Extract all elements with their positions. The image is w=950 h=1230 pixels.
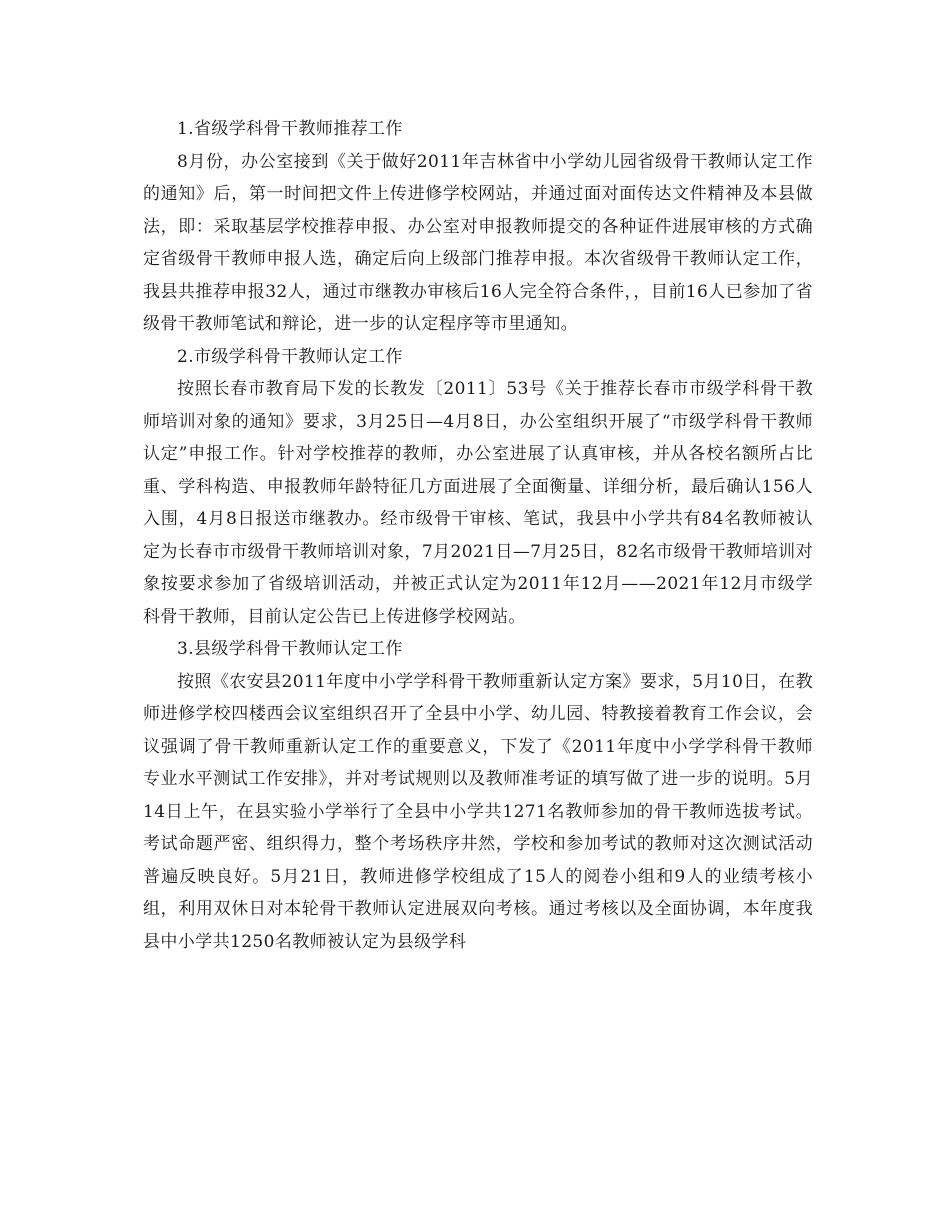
- section-heading: 1.省级学科骨干教师推荐工作: [177, 119, 403, 139]
- section-paragraph: 8月份，办公室接到《关于做好2011年吉林省中小学幼儿园省级骨干教师认定工作的通知》后，第一时间把文件上传进修学校网站，并通过面对面传达文件精神及本县做法，即：采取基层学校推荐申报、办公室对申报教师提交的各种证件进展审核的方式确定省级骨干教师申报人选，确定后向上级部门推荐申报。本次省级骨干教师认定工作，我县共推荐申报32人，通过市继教办审核后16人完全符合条件，，目前16人已参加了省级骨干教师笔试和辩论，进一步的认定程序等市里通知。: [143, 151, 813, 334]
- section-paragraph: 按照长春市教育局下发的长教发〔2011〕53号《关于推荐长春市市级学科骨干教师培训对象的通知》要求，3月25日—4月8日，办公室组织开展了“市级学科骨干教师认定”申报工作。针对学校推荐的教师，办公室进展了认真审核，并从各校名额所占比重、学科构造、申报教师年龄特征几方面进展了全面衡量、详细分析，最后确认156人入围，4月8日报送市继教办。经市级骨干审核、笔试，我县中小学共有84名教师被认定为长春市市级骨干教师培训对象，7月2021日—7月25日，82名市级骨干教师培训对象按要求参加了省级培训活动，并被正式认定为2011年12月——2021年12月市级学科骨干教师，目前认定公告已上传进修学校网站。: [143, 379, 813, 627]
- section-paragraph: 按照《农安县2011年度中小学学科骨干教师重新认定方案》要求，5月10日，在教师进修学校四楼西会议室组织召开了全县中小学、幼儿园、特教接着教育工作会议，会议强调了骨干教师重新认定工作的重要意义，下发了《2011年度中小学学科骨干教师专业水平测试工作安排》，并对考试规则以及教师准考证的填写做了进一步的说明。5月14日上午，在县实验小学举行了全县中小学共1271名教师参加的骨干教师选拔考试。考试命题严密、组织得力，整个考场秩序井然，学校和参加考试的教师对这次测试活动普遍反映良好。5月21日，教师进修学校组成了15人的阅卷小组和9人的业绩考核小组，利用双休日对本轮骨干教师认定进展双向考核。通过考核以及全面协调，本年度我县中小学共1250名教师被认定为县级学科: [143, 671, 813, 952]
- section-provincial: [143, 113, 813, 341]
- section-heading: 2.市级学科骨干教师认定工作: [177, 346, 403, 367]
- document-page: [143, 113, 813, 958]
- section-heading: 3.县级学科骨干教师认定工作: [177, 639, 403, 659]
- section-county: [143, 633, 813, 958]
- section-municipal: [143, 341, 813, 634]
